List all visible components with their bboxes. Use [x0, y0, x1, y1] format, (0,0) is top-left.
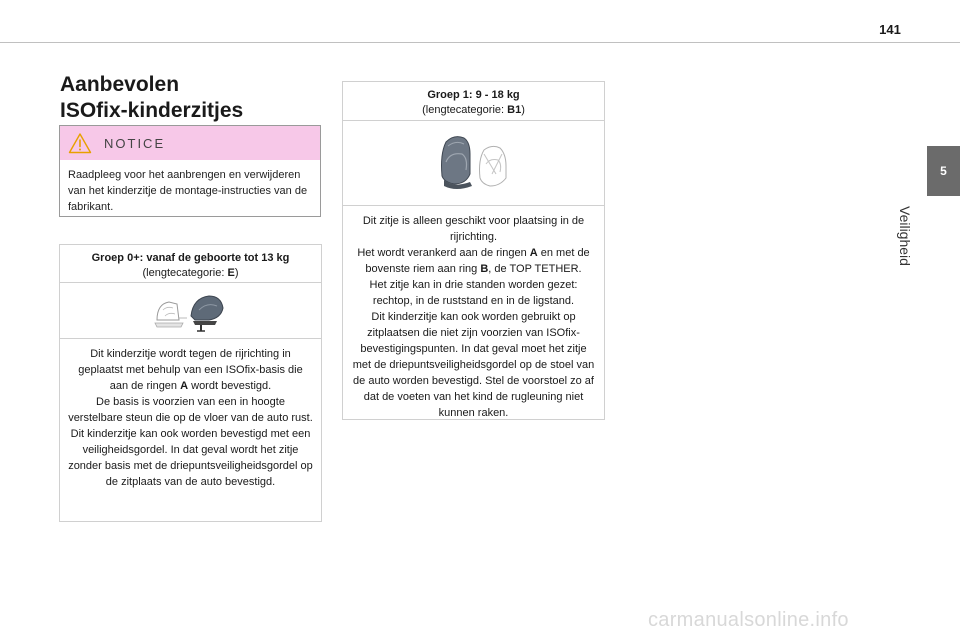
chapter-label [890, 206, 920, 326]
group-0plus-header [60, 245, 321, 283]
group-0plus-para-2: De basis is voorzien van een in hoogte verstelbare steun die op de vloer van de auto rust. [68, 396, 313, 424]
group-1-para-2: Het wordt verankerd aan de ringen A en met de bovenste riem aan ring B, de TOP TETHER. [357, 247, 590, 275]
group-1-category: (lengtecategorie: B1) [422, 104, 525, 116]
infant-carrier-with-isofix-base-icon [151, 290, 231, 332]
group-1-description [343, 206, 604, 426]
section-heading [60, 72, 330, 124]
group-1-card [342, 81, 605, 420]
heading-line-2: ISOfix-kinderzitjes [60, 99, 244, 122]
notice-header [60, 126, 320, 160]
page-number: 141 [879, 22, 901, 37]
group-0plus-title: Groep 0+: vanaf de geboorte tot 13 kg [91, 252, 290, 264]
group-1-header [343, 82, 604, 121]
warning-triangle-icon [68, 132, 92, 154]
group-1-para-4: Dit kinderzitje kan ook worden gebruikt op zitplaatsen die niet zijn voorzien van ISOfix-bevestigingspunten. In dat geval moet het zitje met de driepuntsveiligheidsgordel op de stoel van de auto worden bevestigd. Stel de voorstoel zo af dat de voeten van het kind de rugleuning niet kunnen raken. [352, 311, 595, 419]
group-0plus-category: (lengtecategorie: E) [142, 267, 239, 279]
header-divider [0, 42, 960, 43]
notice-text: Raadpleeg voor het aanbrengen en verwijderen van het kinderzitje de montage-instructies van de fabrikant. [68, 169, 308, 213]
group-0plus-description [60, 339, 321, 495]
group-1-para-1: Dit zitje is alleen geschikt voor plaatsing in de rijrichting. [362, 215, 585, 243]
heading-line-1: Aanbevolen [60, 73, 180, 96]
notice-title: NOTICE [104, 135, 166, 151]
group-0plus-card [59, 244, 322, 522]
group-1-para-3: Het zitje kan in drie standen worden gezet: rechtop, in de ruststand en in de ligstand. [369, 279, 578, 307]
group-1-title: Groep 1: 9 - 18 kg [427, 89, 520, 101]
watermark: carmanualsonline.info [648, 609, 849, 631]
notice-box [59, 125, 321, 217]
group-0plus-para-3: Dit kinderzitje kan ook worden bevestigd met een veiligheidsgordel. In dat geval wordt het zitje zonder basis met de driepuntsveiligheidsgordel op de zitplaats van de auto bevestigd. [68, 428, 313, 488]
group-0plus-image [60, 283, 321, 339]
chapter-number: 5 [940, 164, 947, 178]
chapter-tab[interactable] [927, 146, 960, 196]
group-1-image [343, 121, 604, 206]
group-0plus-para-1: Dit kinderzitje wordt tegen de rijrichting in geplaatst met behulp van een ISOfix-basis die aan de ringen A wordt bevestigd. [78, 348, 303, 392]
chapter-label-text: Veiligheid [897, 206, 913, 266]
forward-facing-child-seat-icon [436, 132, 512, 194]
